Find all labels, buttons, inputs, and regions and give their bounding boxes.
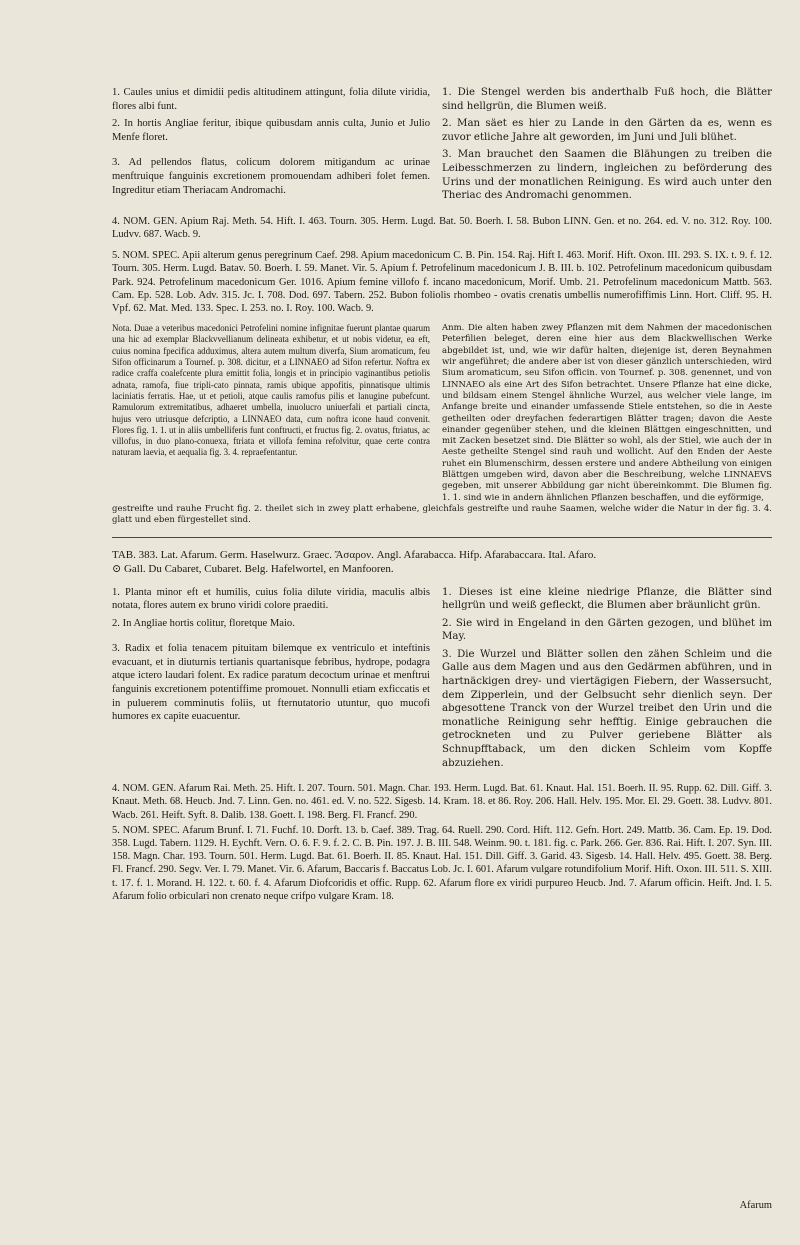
german-paragraph: 1. Dieses ist eine kleine niedrige Pflanze, die Blätter sind hellgrün und weiß gefleckt, die Blumen aber bräunlicht grün. [442,586,772,612]
section-1-columns [112,86,772,207]
german-paragraph: 1. Die Stengel werden bis anderthalb Fuß hoch, die Blätter sind hellgrün, die Blumen weiß. [442,87,772,112]
plate-heading: TAB. 383. Lat. Afarum. Germ. Haselwurz. Graec. Ἄσαρον. Angl. Afarabacca. Hifp. Afarabaccara. Ital. Afaro. [112,548,597,561]
latin-paragraph: 1. Planta minor eft et humilis, cuius folia dilute viridia, maculis albis notata, flores autem ex bruno viridi colore praediti. [112,586,430,612]
german-column-1 [442,86,772,207]
latin-note [112,323,430,504]
latin-column-1 [112,86,430,207]
latin-paragraph: 2. In Angliae hortis colitur, floretque Maio. [112,617,295,629]
german-note [442,323,772,504]
german-note-text: Anm. Die alten haben zwey Pflanzen mit dem Nahmen der macedonischen Peterfilien beleget, deren eine hier aus dem Blackwellischen Werke abgebildet ist, und, wie wir dafür halten, diejenige ist, deren Beynahmen wir angeführet; die andere aber ist von dieser gänzlich unterschieden, wird Sium aromaticum, seu Sifon officin. von Tournef. p. 308. genennet, und von LINNAEO als eine Art des Sifon betrachtet. Unsere Pflanze hat eine dicke, und bildsam einem Stengel ähnliche Wurzel, aus welcher viele lange, im Anfange breite und einander umfassende Stiele entstehen, so die in Aeste getheilten oder dreyfachen federartigen Blätter tragen; davon die Aeste einander gegenüber stehen, und die kleinen Blättgen eingeschnitten, und mit Zacken besetzet sind. Die Blätter so wohl, als der Stiel, wie auch der in Aeste getheilte Stengel sind rauh und wollicht. Auf den Enden der Aeste ruhet ein Blumenschirm, dessen erstere und andere Abtheilung von einigen Blättgen umgeben wird, davon aber die Beschreibung, welche LINNAEVS gegeben, mit unserer Abbildung gar nicht übereinkommt. Die Blumen fig. 1. 1. sind wie in andern ähnlichen Pflanzen beschaffen, und die eyförmige, [442,323,772,503]
german-paragraph: 3. Die Wurzel und Blätter sollen den zähen Schleim und die Galle aus dem Magen und aus den Gedärmen abführen, und in hartnäckigen drey- und viertägigen Fiebern, der Wassersucht, dem Zipperlein, und der Gelbsucht sehr dienlich seyn. Der abgesottene Tranck von der Wurzel treibet den Urin und die monatliche Reinigung sehr hefftig. Einige gebrauchen die getrockneten und zu Pulver geriebene Blätter als Schnupfftaback, um den dicken Schleim vom Kopffe abzuziehen. [442,648,772,769]
catchword: Afarum [739,1200,772,1211]
note-columns [112,323,772,504]
german-paragraph: 3. Man brauchet den Saamen die Blähungen zu treiben die Leibesschmerzen zu lindern, ingleichen zu beförderung des Urins und der monatlichen Reinigung. Es wird auch unter den Theriac des Andromachi genommen. [442,149,772,202]
section-2-columns [112,586,772,775]
german-paragraph: 2. Sie wird in Engeland in den Gärten gezogen, und blühet im May. [442,617,772,643]
section-divider [112,537,772,538]
latin-paragraph: 2. In hortis Angliae feritur, ibique quibusdam annis culta, Junio et Julio Menfe floret. [112,118,430,143]
nomenclature-species: 5. NOM. SPEC. Apii alterum genus peregrinum Caef. 298. Apium macedonicum C. B. Pin. 154. Raj. Hift I. 463. Morif. Hift. Oxon. III. 293. S. IX. t. 9. f. 12. Tourn. 305. Herm. Lugd. Batav. 50. Boerh. I. 59. Manet. Vir. 5. Apium f. Petrofelinum macedonicum J. B. III. b. 102. Petrofelinum macedonicum quibusdam Park. 924. Petrofelinum macedonicum Ger. 1016. Apium femine villofo f. incano macedonicum, Morif. Umb. 21. Petrofelinum macedonicum Mattb. 563. Cam. Ep. 528. Lob. Adv. 315. Jc. I. 708. Dod. 697. Tabern. 252. Bubon foliolis rhombeo - ovatis crenatis umbellis numerofiffimis Linn. Hort. Cliff. 95. H. Vpf. 62. Mat. Med. 133. Spec. I. 253. no. I. Roy. 100. Wacb. 9. [112,250,772,314]
page-text-block [112,86,772,903]
latin-note-text: Nota. Duae a veteribus macedonici Petrofelini nomine infignitae fuerunt plantae quarum una hic ad exemplar Blackvvellianum delineata exhibetur, et ut nobis videtur, ea eft, cuius nomina fpecifica adduximus, altera autem multum diverfa, Sium aromaticum, feu Sifon officinarum a Tournef. p. 308. dicitur, et a LINNAEO ad Sifon refertur. Noftra ex radice craffa coalefcente plura emittit folia, longis et in principio vaginantibus petiolis adnata, ramofa, fiue tripli-cato pinnata, ramis ubique appofitis, pinnatisque ultimis laciniatis ferratis. Hae, ut et petioli, atque caulis ramofus pilis et lanugine pubefcunt. Ramulorum extremitatibus, adhaeret umbella, inuolucro uniuerfali et partiali cincta, hujus vero utriusque defcriptio, a LINNAEO data, cum noftra icone haud convenit. Flores fig. 1. 1. ut in aliis umbelliferis funt conftructi, et fructus fig. 2. ovatus, ftriatus, ac villofus, in duo plano-conuexa, ftriata et villofa femina refolvitur, quae certe contra naturam laevia, et aequalia fig. 3. 4. repraefentantur. [112,323,430,458]
nomenclature-genus: 4. NOM. GEN. Apium Raj. Meth. 54. Hift. I. 463. Tourn. 305. Herm. Lugd. Bat. 50. Boerh. I. 58. Bubon LINN. Gen. et no. 264. ed. V. no. 312. Roy. 100. Ludvv. 687. Wacb. 9. [112,215,772,240]
latin-paragraph: 3. Radix et folia tenacem pituitam bilemque ex ventriculo et inteftinis evacuant, et in diuturnis tertianis quartanisque febribus, hydrope, podagra atque ictero laudari folent. Ex radice paratum decoctum urinae et menftrui fanguinis excretionem potentiffime promouet. Nonnulli etiam exficcatis et in puluerem comminutis foliis, ut fternutatorio utuntur, quo mucofi humores ex capite euacuentur. [112,643,430,723]
plate-heading-names: ⊙ Gall. Du Cabaret, Cubaret. Belg. Hafelwortel, en Manfooren. [112,562,394,575]
nomenclature-species: 5. NOM. SPEC. Afarum Brunf. I. 71. Fuchf. 10. Dorft. 13. b. Caef. 389. Trag. 64. Ruell. 290. Cord. Hift. 112. Gefn. Hort. 249. Mattb. 36. Cam. Ep. 19. Dod. 358. Lugd. Tabern. 1129. H. Eychft. Vern. O. 6. F. 9. f. 2. C. B. Pin. 197. J. B. III. 548. Weinm. 90. t. 181. fig. c. Park. 266. Ger. 836. Rai. Hift. I. 207. Syn. III. 158. Magn. Char. 193. Tourn. 501. Herm. Lugd. Bat. 61. Boerh. II. 85. Knaut. Hal. 151. Dill. Giff. 3. Garid. 43. Sigesb. 14. Hall. Helv. 495. Goett. 38. Berg. Fl. Francf. 290. Segv. Ver. I. 79. Manet. Vir. 6. Afarum, Baccaris f. Baccatus Lob. Jc. I. 601. Afarum vulgare rotundifolium Morif. Hift. Oxon. III. 511. S. XIII. t. 17. f. 1. Morand. H. 122. t. 60. f. 4. Afarum Diofcoridis et offic. Rupp. 62. Afarum flore ex viridi purpureo Heucb. Jnd. 7. Afarum officin. Heift. Jnd. I. 5. Afarum folio orbiculari non crenato neque crifpo vulgare Kram. 18. [112,824,772,902]
latin-paragraph: 3. Ad pellendos flatus, colicum dolorem mitigandum ac urinae menftruique fanguinis excretionem promouendam adhiberi folet femen. Ingreditur etiam Theriacam Andromachi. [112,157,430,196]
latin-paragraph: 1. Caules unius et dimidii pedis altitudinem attingunt, folia dilute viridia, flores albi funt. [112,87,430,112]
german-paragraph: 2. Man säet es hier zu Lande in den Gärten da es, wenn es zuvor etliche Jahre alt geworden, im Juni und Juli blühet. [442,118,772,143]
nomenclature-genus: 4. NOM. GEN. Afarum Rai. Meth. 25. Hift. I. 207. Tourn. 501. Magn. Char. 193. Herm. Lugd. Bat. 61. Knaut. Hal. 151. Boerh. II. 95. Rupp. 62. Dill. Giff. 3. Knaut. Meth. 68. Heucb. Jnd. 7. Linn. Gen. no. 461. ed. V. no. 522. Sigesb. 14. Kram. 18. et 86. Roy. 206. Hall. Helv. 195. Mor. El. 29. Goett. 38. Ludvv. 801. Wacb. 261. Heift. Syft. 8. Dalib. 138. Goett. I. 198. Berg. Fl. Francf. 290. [112,783,772,821]
german-column-2 [442,586,772,775]
german-note-tail: gestreifte und rauhe Frucht fig. 2. theilet sich in zwey platt erhabene, gleichfals gestreifte und rauhe Saamen, welche wider die Natur in der fig. 3. 4. glatt und eben fürgestellet sind. [112,503,772,526]
latin-column-2 [112,586,430,775]
